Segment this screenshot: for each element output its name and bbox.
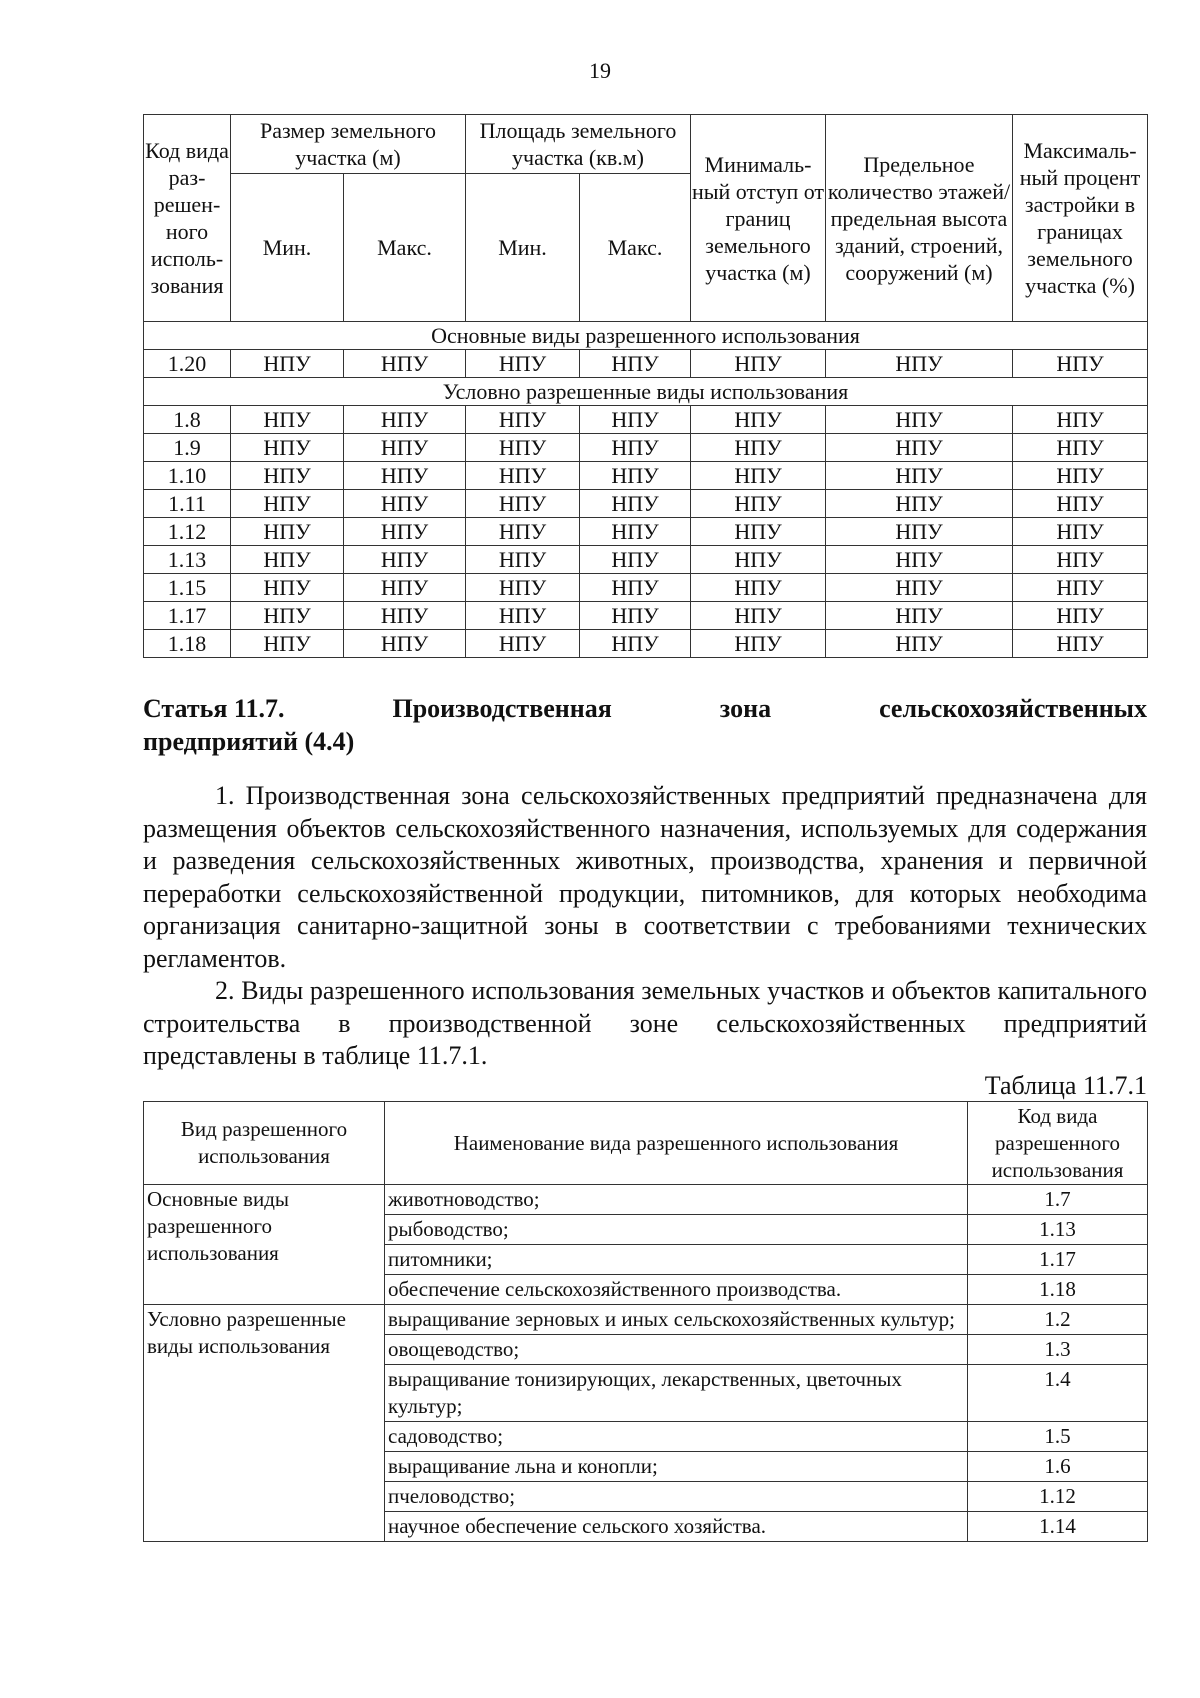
use-name: питомники; bbox=[385, 1245, 968, 1275]
cell-code: 1.11 bbox=[144, 490, 231, 518]
table-row bbox=[144, 1305, 1148, 1335]
cell-value: НПУ bbox=[344, 462, 466, 490]
use-code: 1.3 bbox=[968, 1335, 1148, 1365]
table-row bbox=[144, 1185, 1148, 1215]
cell-value: НПУ bbox=[580, 350, 691, 378]
cell-value: НПУ bbox=[580, 462, 691, 490]
header-min-offset: Минималь-ный отступ от границ земельного участка (м) bbox=[691, 115, 826, 322]
cell-code: 1.20 bbox=[144, 350, 231, 378]
header-use-type: Вид разрешенного использования bbox=[144, 1102, 385, 1185]
use-code: 1.5 bbox=[968, 1422, 1148, 1452]
cell-value: НПУ bbox=[1013, 406, 1148, 434]
cell-value: НПУ bbox=[466, 406, 580, 434]
header-code: Код вида раз-решен-ного исполь-зования bbox=[144, 115, 231, 322]
cell-value: НПУ bbox=[826, 630, 1013, 658]
use-code: 1.17 bbox=[968, 1245, 1148, 1275]
table-row bbox=[144, 350, 1148, 378]
header-area-max: Макс. bbox=[580, 174, 691, 322]
cell-value: НПУ bbox=[580, 546, 691, 574]
cell-value: НПУ bbox=[1013, 518, 1148, 546]
cell-value: НПУ bbox=[691, 462, 826, 490]
cell-code: 1.10 bbox=[144, 462, 231, 490]
cell-code: 1.8 bbox=[144, 406, 231, 434]
cell-value: НПУ bbox=[1013, 546, 1148, 574]
cell-value: НПУ bbox=[691, 490, 826, 518]
table-row bbox=[144, 602, 1148, 630]
use-name: животноводство; bbox=[385, 1185, 968, 1215]
cell-value: НПУ bbox=[1013, 574, 1148, 602]
table-row bbox=[144, 630, 1148, 658]
cell-value: НПУ bbox=[466, 434, 580, 462]
cell-value: НПУ bbox=[466, 546, 580, 574]
heading-word: зона bbox=[719, 694, 772, 723]
cell-value: НПУ bbox=[826, 518, 1013, 546]
use-name: рыбоводство; bbox=[385, 1215, 968, 1245]
cell-value: НПУ bbox=[1013, 434, 1148, 462]
article-heading bbox=[143, 692, 1147, 758]
cell-value: НПУ bbox=[344, 630, 466, 658]
cell-value: НПУ bbox=[231, 602, 344, 630]
table-row bbox=[144, 434, 1148, 462]
cell-value: НПУ bbox=[466, 462, 580, 490]
header-plot-area: Площадь земельного участка (кв.м) bbox=[466, 115, 691, 174]
header-size-max: Макс. bbox=[344, 174, 466, 322]
cell-value: НПУ bbox=[466, 518, 580, 546]
use-code: 1.12 bbox=[968, 1482, 1148, 1512]
cell-value: НПУ bbox=[580, 434, 691, 462]
cell-value: НПУ bbox=[826, 490, 1013, 518]
cell-value: НПУ bbox=[826, 462, 1013, 490]
cell-value: НПУ bbox=[580, 602, 691, 630]
cell-value: НПУ bbox=[466, 490, 580, 518]
use-code: 1.4 bbox=[968, 1365, 1148, 1422]
cell-value: НПУ bbox=[1013, 602, 1148, 630]
cell-value: НПУ bbox=[344, 574, 466, 602]
group-label: Основные виды разрешенного использования bbox=[144, 1185, 385, 1305]
header-size-min: Мин. bbox=[231, 174, 344, 322]
cell-value: НПУ bbox=[1013, 462, 1148, 490]
cell-value: НПУ bbox=[691, 518, 826, 546]
cell-code: 1.15 bbox=[144, 574, 231, 602]
group-label: Условно разрешенные виды использования bbox=[144, 1305, 385, 1542]
cell-value: НПУ bbox=[466, 602, 580, 630]
use-code: 1.18 bbox=[968, 1275, 1148, 1305]
cell-value: НПУ bbox=[344, 490, 466, 518]
use-name: обеспечение сельскохозяйственного производства. bbox=[385, 1275, 968, 1305]
cell-value: НПУ bbox=[1013, 630, 1148, 658]
cell-value: НПУ bbox=[826, 350, 1013, 378]
use-name: овощеводство; bbox=[385, 1335, 968, 1365]
heading-word: сельскохозяйственных bbox=[879, 694, 1147, 723]
cell-value: НПУ bbox=[826, 574, 1013, 602]
use-name: выращивание льна и конопли; bbox=[385, 1452, 968, 1482]
cell-value: НПУ bbox=[231, 462, 344, 490]
cell-value: НПУ bbox=[691, 630, 826, 658]
cell-value: НПУ bbox=[466, 630, 580, 658]
use-code: 1.6 bbox=[968, 1452, 1148, 1482]
cell-value: НПУ bbox=[231, 574, 344, 602]
cell-value: НПУ bbox=[580, 574, 691, 602]
cell-value: НПУ bbox=[826, 406, 1013, 434]
cell-value: НПУ bbox=[580, 518, 691, 546]
cell-value: НПУ bbox=[344, 406, 466, 434]
paragraph-2: 2. Виды разрешенного использования земельных участков и объектов капитального строительства в производственной зоне сельскохозяйственных предприятий представлены в таблице 11.7.1. bbox=[143, 976, 1147, 1070]
cell-value: НПУ bbox=[826, 434, 1013, 462]
use-code: 1.13 bbox=[968, 1215, 1148, 1245]
cell-code: 1.9 bbox=[144, 434, 231, 462]
cell-value: НПУ bbox=[580, 490, 691, 518]
paragraph-1: 1. Производственная зона сельскохозяйственных предприятий предназначена для размещения объектов сельскохозяйственного назначения, используемых для содержания и разведения сельскохозяйственных животных, производства, хранения и первичной переработки сельскохозяйственной продукции, питомников, для которых необходима организация санитарно-защитной зоны в соответствии с требованиями технических регламентов. bbox=[143, 781, 1147, 973]
header-use-code: Код вида разрешенного использования bbox=[968, 1102, 1148, 1185]
heading-word: Статья 11.7. bbox=[143, 694, 285, 723]
cell-value: НПУ bbox=[231, 518, 344, 546]
use-name: выращивание тонизирующих, лекарственных, цветочных культур; bbox=[385, 1365, 968, 1422]
use-code: 1.2 bbox=[968, 1305, 1148, 1335]
cell-value: НПУ bbox=[691, 350, 826, 378]
use-name: научное обеспечение сельского хозяйства. bbox=[385, 1512, 968, 1542]
cell-value: НПУ bbox=[691, 546, 826, 574]
cell-value: НПУ bbox=[1013, 490, 1148, 518]
permitted-use-table bbox=[143, 1101, 1148, 1542]
zoning-parameters-table bbox=[143, 114, 1148, 658]
cell-value: НПУ bbox=[344, 546, 466, 574]
cell-value: НПУ bbox=[231, 490, 344, 518]
table-row bbox=[144, 518, 1148, 546]
section-conditional: Условно разрешенные виды использования bbox=[144, 378, 1148, 406]
cell-value: НПУ bbox=[691, 406, 826, 434]
header-use-name: Наименование вида разрешенного использования bbox=[385, 1102, 968, 1185]
table-row bbox=[144, 406, 1148, 434]
cell-value: НПУ bbox=[580, 630, 691, 658]
cell-value: НПУ bbox=[344, 350, 466, 378]
use-name: пчеловодство; bbox=[385, 1482, 968, 1512]
section-row bbox=[144, 322, 1148, 350]
cell-value: НПУ bbox=[344, 434, 466, 462]
use-code: 1.7 bbox=[968, 1185, 1148, 1215]
cell-value: НПУ bbox=[826, 546, 1013, 574]
cell-code: 1.13 bbox=[144, 546, 231, 574]
table-caption: Таблица 11.7.1 bbox=[984, 1071, 1147, 1100]
cell-code: 1.12 bbox=[144, 518, 231, 546]
cell-code: 1.17 bbox=[144, 602, 231, 630]
cell-value: НПУ bbox=[691, 434, 826, 462]
cell-value: НПУ bbox=[580, 406, 691, 434]
cell-value: НПУ bbox=[231, 546, 344, 574]
cell-value: НПУ bbox=[231, 350, 344, 378]
header-area-min: Мин. bbox=[466, 174, 580, 322]
cell-value: НПУ bbox=[231, 630, 344, 658]
heading-word: Производственная bbox=[392, 694, 612, 723]
header-max-percent: Максималь-ный процент застройки в границах земельного участка (%) bbox=[1013, 115, 1148, 322]
cell-value: НПУ bbox=[466, 574, 580, 602]
cell-value: НПУ bbox=[344, 518, 466, 546]
cell-value: НПУ bbox=[231, 434, 344, 462]
use-name: выращивание зерновых и иных сельскохозяйственных культур; bbox=[385, 1305, 968, 1335]
page-number: 19 bbox=[589, 58, 611, 83]
use-code: 1.14 bbox=[968, 1512, 1148, 1542]
cell-code: 1.18 bbox=[144, 630, 231, 658]
cell-value: НПУ bbox=[466, 350, 580, 378]
section-main: Основные виды разрешенного использования bbox=[144, 322, 1148, 350]
table-row bbox=[144, 574, 1148, 602]
cell-value: НПУ bbox=[826, 602, 1013, 630]
table-row bbox=[144, 490, 1148, 518]
cell-value: НПУ bbox=[231, 406, 344, 434]
cell-value: НПУ bbox=[691, 574, 826, 602]
table-row bbox=[144, 462, 1148, 490]
section-row bbox=[144, 378, 1148, 406]
cell-value: НПУ bbox=[691, 602, 826, 630]
article-heading-line2: предприятий (4.4) bbox=[143, 727, 355, 756]
header-floors: Предельное количество этажей/ предельная высота зданий, строений, сооружений (м) bbox=[826, 115, 1013, 322]
cell-value: НПУ bbox=[1013, 350, 1148, 378]
cell-value: НПУ bbox=[344, 602, 466, 630]
header-plot-size: Размер земельного участка (м) bbox=[231, 115, 466, 174]
table-row bbox=[144, 546, 1148, 574]
article-body bbox=[143, 780, 1147, 1073]
use-name: садоводство; bbox=[385, 1422, 968, 1452]
